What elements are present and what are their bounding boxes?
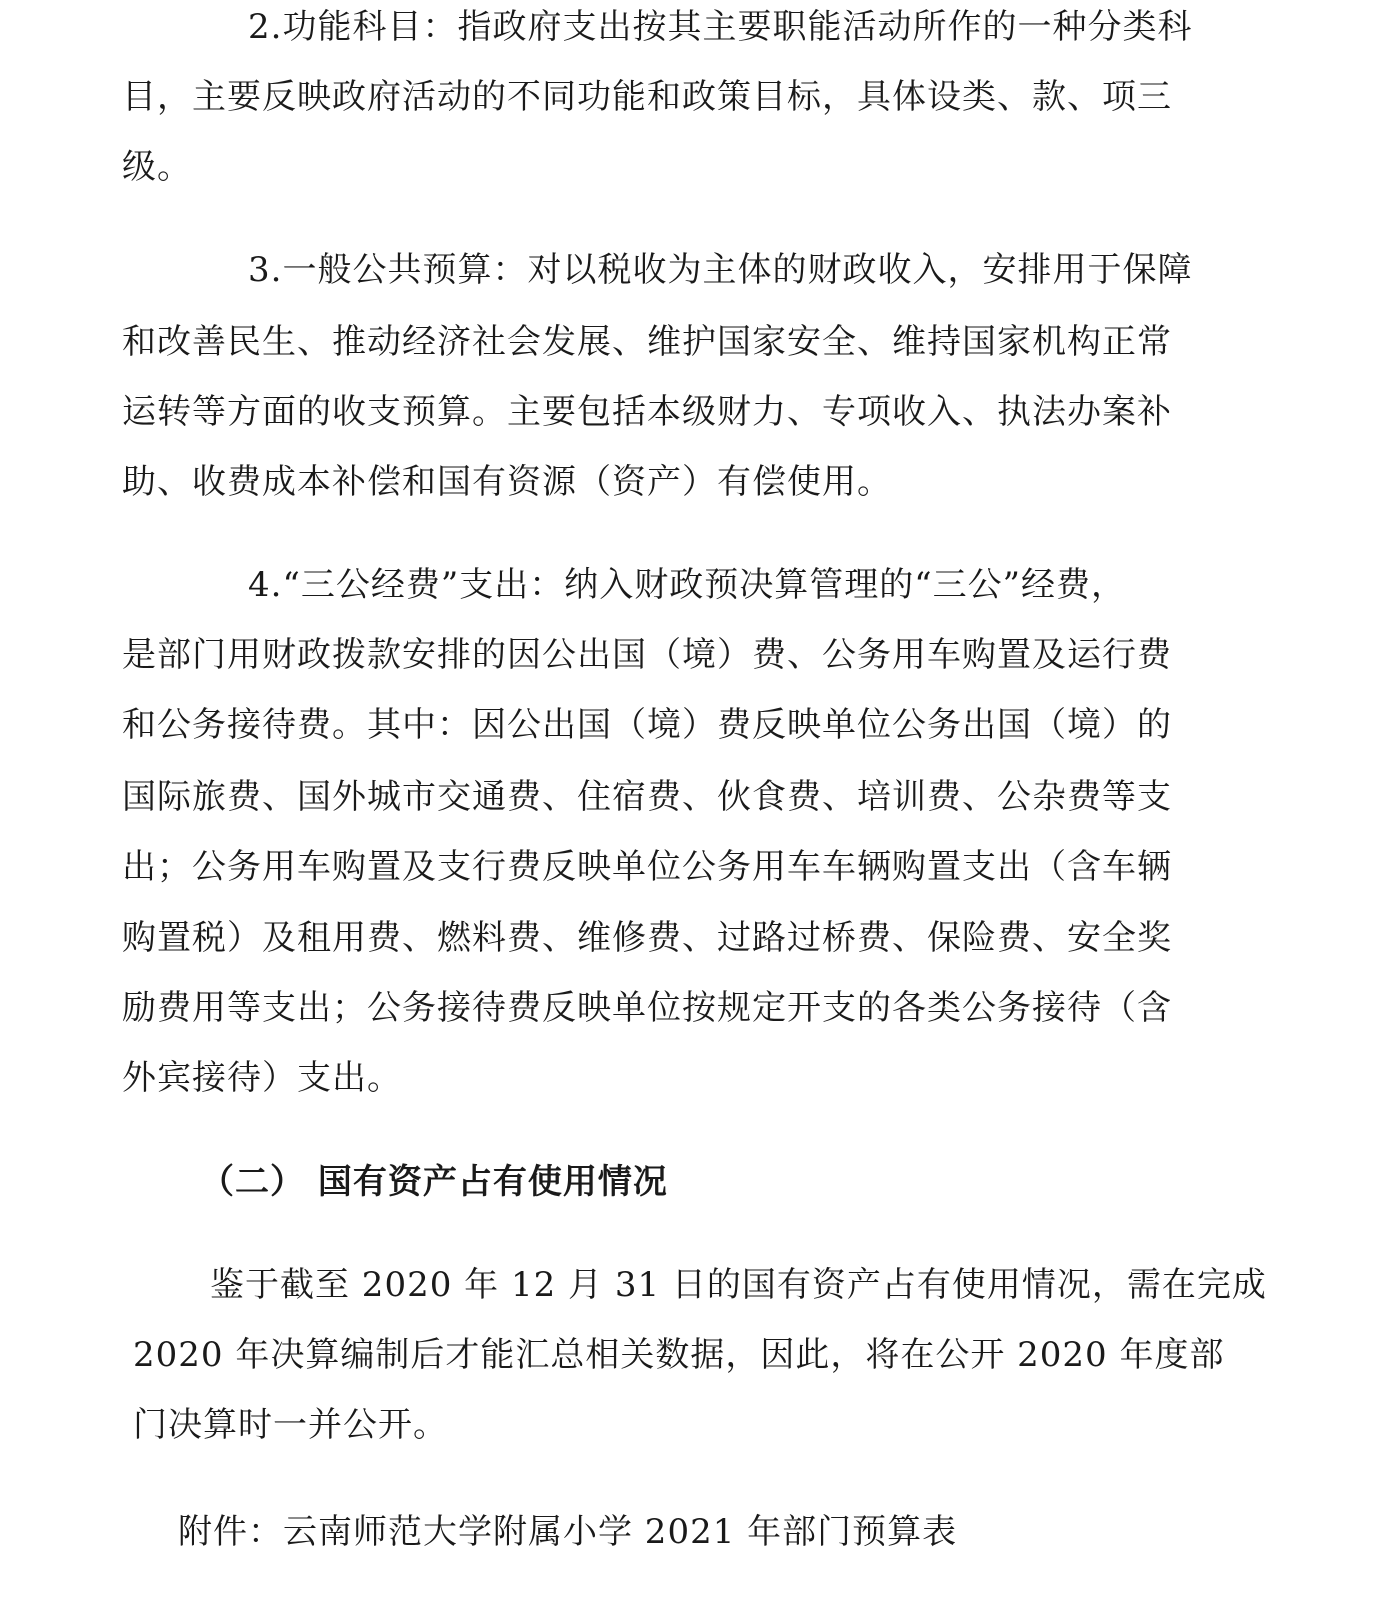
text-line: 是部门用财政拨款安排的因公出国（境）费、公务用车购置及运行费 [122, 635, 1172, 675]
text-line: 级。 [122, 147, 192, 187]
text-line: 助、收费成本补偿和国有资源（资产）有偿使用。 [122, 462, 892, 502]
text-line: 2020 年决算编制后才能汇总相关数据，因此，将在公开 2020 年度部 [133, 1335, 1225, 1375]
text-line: 和公务接待费。其中：因公出国（境）费反映单位公务出国（境）的 [122, 705, 1172, 745]
text-line: 门决算时一并公开。 [133, 1405, 448, 1445]
text-line: 励费用等支出；公务接待费反映单位按规定开支的各类公务接待（含 [122, 988, 1172, 1028]
text-line: 3.一般公共预算：对以税收为主体的财政收入，安排用于保障 [248, 250, 1193, 290]
text-line: 购置税）及租用费、燃料费、维修费、过路过桥费、保险费、安全奖 [122, 918, 1172, 958]
text-line: 2.功能科目：指政府支出按其主要职能活动所作的一种分类科 [248, 7, 1193, 47]
section-heading: （二） 国有资产占有使用情况 [200, 1162, 668, 1202]
text-line: 4.“三公经费”支出：纳入财政预决算管理的“三公”经费， [248, 565, 1126, 605]
text-line: 国际旅费、国外城市交通费、住宿费、伙食费、培训费、公杂费等支 [122, 777, 1172, 817]
text-line: 外宾接待）支出。 [122, 1058, 402, 1098]
text-line: 鉴于截至 2020 年 12 月 31 日的国有资产占有使用情况，需在完成 [210, 1265, 1267, 1305]
text-line: 出；公务用车购置及支行费反映单位公务用车车辆购置支出（含车辆 [122, 847, 1172, 887]
text-line: 目，主要反映政府活动的不同功能和政策目标，具体设类、款、项三 [122, 77, 1172, 117]
text-line: 和改善民生、推动经济社会发展、维护国家安全、维持国家机构正常 [122, 322, 1172, 362]
text-line: 运转等方面的收支预算。主要包括本级财力、专项收入、执法办案补 [122, 392, 1172, 432]
attachment-note: 附件：云南师范大学附属小学 2021 年部门预算表 [178, 1512, 958, 1552]
